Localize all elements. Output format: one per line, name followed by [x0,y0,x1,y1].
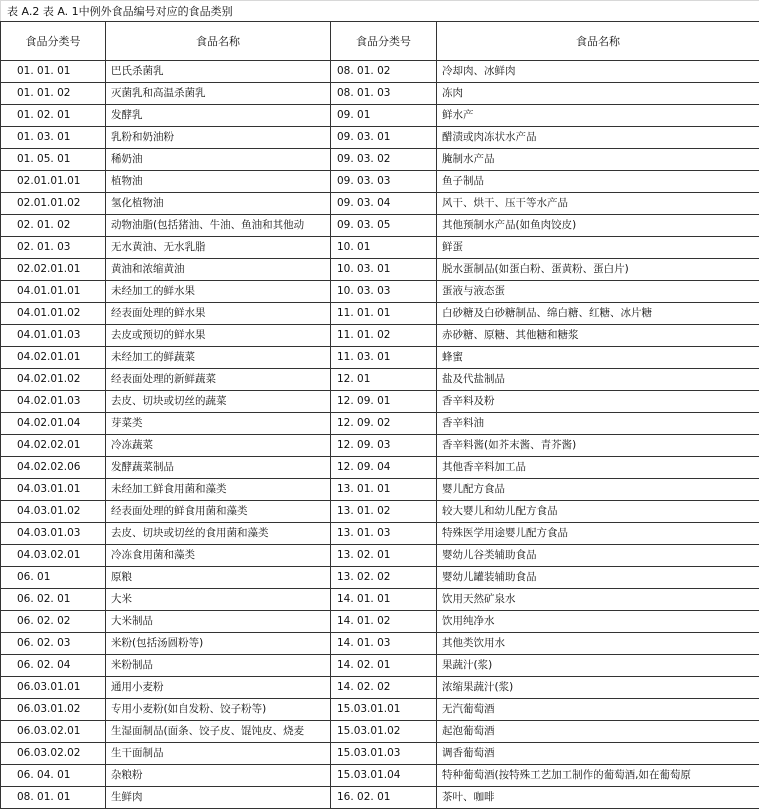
food-code-left: 06. 01 [1,567,106,589]
food-name-left: 植物油 [106,171,331,193]
food-name-left: 米粉制品 [106,655,331,677]
food-code-right: 15.03.01.03 [331,743,437,765]
table-row [1,721,759,743]
food-code-left: 04.03.02.01 [1,545,106,567]
food-code-left: 01. 01. 02 [1,83,106,105]
food-name-right: 婴幼儿谷类辅助食品 [437,545,759,567]
table-row [1,633,759,655]
table-row [1,347,759,369]
table-row [1,127,759,149]
food-code-left: 01. 02. 01 [1,105,106,127]
food-name-left: 原粮 [106,567,331,589]
food-code-right: 11. 03. 01 [331,347,437,369]
table-row [1,589,759,611]
food-code-left: 04.02.01.02 [1,369,106,391]
table-caption: 表 A.2 表 A. 1中例外食品编号对应的食品类别 [0,0,330,21]
table-row [1,677,759,699]
food-code-right: 09. 03. 05 [331,215,437,237]
food-name-left: 未经加工的鲜水果 [106,281,331,303]
food-code-right: 14. 02. 02 [331,677,437,699]
food-code-left: 02.01.01.01 [1,171,106,193]
food-name-left: 大米制品 [106,611,331,633]
food-name-right: 醋渍或肉冻状水产品 [437,127,759,149]
food-name-right: 冻肉 [437,83,759,105]
table-row [1,171,759,193]
header-code-right: 食品分类号 [331,22,437,61]
food-name-right: 蛋液与液态蛋 [437,281,759,303]
food-code-left: 04.01.01.01 [1,281,106,303]
food-name-left: 未经加工鲜食用菌和藻类 [106,479,331,501]
food-code-left: 04.02.01.03 [1,391,106,413]
food-name-left: 芽菜类 [106,413,331,435]
food-code-right: 13. 02. 01 [331,545,437,567]
food-code-left: 04.01.01.03 [1,325,106,347]
table-row [1,61,759,83]
food-name-left: 巴氏杀菌乳 [106,61,331,83]
food-code-left: 02. 01. 02 [1,215,106,237]
food-name-right: 白砂糖及白砂糖制品、绵白糖、红糖、冰片糖 [437,303,759,325]
food-name-right: 冷却肉、冰鲜肉 [437,61,759,83]
food-name-left: 氢化植物油 [106,193,331,215]
food-name-right: 蜂蜜 [437,347,759,369]
food-code-right: 12. 01 [331,369,437,391]
food-code-left: 06.03.01.02 [1,699,106,721]
food-code-left: 04.03.01.03 [1,523,106,545]
food-name-right: 赤砂糖、原糖、其他糖和糖浆 [437,325,759,347]
food-name-left: 灭菌乳和高温杀菌乳 [106,83,331,105]
food-code-right: 09. 01 [331,105,437,127]
table-row [1,699,759,721]
food-code-right: 11. 01. 02 [331,325,437,347]
food-code-right: 12. 09. 03 [331,435,437,457]
food-code-left: 06. 02. 03 [1,633,106,655]
food-name-right: 香辛料酱(如芥末酱、青芥酱) [437,435,759,457]
food-code-left: 04.01.01.02 [1,303,106,325]
food-name-right: 腌制水产品 [437,149,759,171]
food-code-left: 04.03.01.01 [1,479,106,501]
food-name-right: 鲜水产 [437,105,759,127]
table-row [1,743,759,765]
food-category-table [0,21,759,809]
food-code-right: 16. 02. 01 [331,787,437,809]
table-row [1,545,759,567]
food-name-right: 饮用纯净水 [437,611,759,633]
food-code-right: 14. 01. 02 [331,611,437,633]
food-name-right: 起泡葡萄酒 [437,721,759,743]
food-name-left: 杂粮粉 [106,765,331,787]
food-name-right: 无汽葡萄酒 [437,699,759,721]
header-row [1,22,759,61]
food-code-left: 02. 01. 03 [1,237,106,259]
food-name-left: 通用小麦粉 [106,677,331,699]
food-code-right: 09. 03. 04 [331,193,437,215]
food-code-right: 09. 03. 03 [331,171,437,193]
food-name-left: 未经加工的鲜蔬菜 [106,347,331,369]
food-name-left: 黄油和浓缩黄油 [106,259,331,281]
food-code-left: 04.02.02.01 [1,435,106,457]
food-name-left: 去皮、切块或切丝的食用菌和藻类 [106,523,331,545]
food-name-left: 生鲜肉 [106,787,331,809]
table-row [1,83,759,105]
food-name-right: 果蔬汁(浆) [437,655,759,677]
food-name-right: 鲜蛋 [437,237,759,259]
food-name-right: 婴幼儿罐装辅助食品 [437,567,759,589]
food-name-left: 去皮、切块或切丝的蔬菜 [106,391,331,413]
food-code-right: 08. 01. 02 [331,61,437,83]
food-name-left: 经表面处理的鲜食用菌和藻类 [106,501,331,523]
table-row [1,655,759,677]
food-name-left: 大米 [106,589,331,611]
table-row [1,193,759,215]
table-row [1,413,759,435]
food-name-left: 生湿面制品(面条、饺子皮、馄饨皮、烧麦 [106,721,331,743]
food-code-right: 13. 01. 01 [331,479,437,501]
food-code-right: 12. 09. 04 [331,457,437,479]
food-name-left: 乳粉和奶油粉 [106,127,331,149]
table-row [1,149,759,171]
food-code-left: 06. 02. 02 [1,611,106,633]
caption-spacer [330,0,759,21]
food-code-right: 08. 01. 03 [331,83,437,105]
food-code-right: 13. 02. 02 [331,567,437,589]
food-code-right: 13. 01. 02 [331,501,437,523]
food-name-left: 专用小麦粉(如自发粉、饺子粉等) [106,699,331,721]
food-code-right: 14. 01. 03 [331,633,437,655]
table-row [1,303,759,325]
food-name-left: 动物油脂(包括猪油、牛油、鱼油和其他动 [106,215,331,237]
food-name-right: 香辛料油 [437,413,759,435]
food-code-right: 09. 03. 01 [331,127,437,149]
table-row [1,611,759,633]
food-code-left: 04.03.01.02 [1,501,106,523]
food-name-right: 盐及代盐制品 [437,369,759,391]
food-code-right: 14. 02. 01 [331,655,437,677]
food-name-right: 其他香辛料加工品 [437,457,759,479]
food-code-left: 01. 05. 01 [1,149,106,171]
food-name-right: 脱水蛋制品(如蛋白粉、蛋黄粉、蛋白片) [437,259,759,281]
food-code-right: 15.03.01.02 [331,721,437,743]
header-name-left: 食品名称 [106,22,331,61]
food-code-left: 04.02.01.01 [1,347,106,369]
table-row [1,369,759,391]
food-name-right: 其他类饮用水 [437,633,759,655]
food-name-right: 特殊医学用途婴儿配方食品 [437,523,759,545]
food-name-right: 风干、烘干、压干等水产品 [437,193,759,215]
food-code-left: 06.03.01.01 [1,677,106,699]
food-code-left: 01. 03. 01 [1,127,106,149]
food-code-right: 14. 01. 01 [331,589,437,611]
food-name-right: 饮用天然矿泉水 [437,589,759,611]
food-code-right: 10. 03. 01 [331,259,437,281]
table-row [1,479,759,501]
food-code-right: 10. 01 [331,237,437,259]
food-name-right: 婴儿配方食品 [437,479,759,501]
table-row [1,281,759,303]
food-code-left: 01. 01. 01 [1,61,106,83]
food-name-left: 发酵蔬菜制品 [106,457,331,479]
food-name-left: 经表面处理的新鲜蔬菜 [106,369,331,391]
table-row [1,567,759,589]
food-code-left: 06. 04. 01 [1,765,106,787]
table-row [1,787,759,809]
food-name-left: 去皮或预切的鲜水果 [106,325,331,347]
table-row [1,523,759,545]
food-code-right: 12. 09. 01 [331,391,437,413]
food-code-left: 08. 01. 01 [1,787,106,809]
food-code-left: 02.01.01.02 [1,193,106,215]
food-name-right: 较大婴儿和幼儿配方食品 [437,501,759,523]
table-row [1,105,759,127]
food-name-left: 生干面制品 [106,743,331,765]
food-code-left: 04.02.01.04 [1,413,106,435]
food-name-right: 茶叶、咖啡 [437,787,759,809]
food-code-right: 11. 01. 01 [331,303,437,325]
table-row [1,765,759,787]
table-row [1,435,759,457]
food-code-left: 06. 02. 01 [1,589,106,611]
food-name-right: 调香葡萄酒 [437,743,759,765]
table-row [1,259,759,281]
table-row [1,457,759,479]
table-row [1,501,759,523]
food-code-right: 12. 09. 02 [331,413,437,435]
food-name-right: 其他预制水产品(如鱼肉饺皮) [437,215,759,237]
food-name-right: 鱼子制品 [437,171,759,193]
table-row [1,325,759,347]
food-code-right: 15.03.01.01 [331,699,437,721]
food-code-right: 09. 03. 02 [331,149,437,171]
table-body [1,61,759,809]
food-name-right: 特种葡萄酒(按特殊工艺加工制作的葡萄酒,如在葡萄原 [437,765,759,787]
food-name-left: 经表面处理的鲜水果 [106,303,331,325]
food-code-right: 13. 01. 03 [331,523,437,545]
header-code-left: 食品分类号 [1,22,106,61]
food-code-left: 06. 02. 04 [1,655,106,677]
food-name-right: 浓缩果蔬汁(浆) [437,677,759,699]
food-code-right: 15.03.01.04 [331,765,437,787]
food-code-left: 06.03.02.02 [1,743,106,765]
food-code-left: 02.02.01.01 [1,259,106,281]
table-row [1,237,759,259]
food-name-left: 冷冻食用菌和藻类 [106,545,331,567]
food-name-left: 米粉(包括汤圆粉等) [106,633,331,655]
header-name-right: 食品名称 [437,22,759,61]
food-name-left: 发酵乳 [106,105,331,127]
table-row [1,215,759,237]
food-name-left: 无水黄油、无水乳脂 [106,237,331,259]
food-code-left: 06.03.02.01 [1,721,106,743]
food-code-left: 04.02.02.06 [1,457,106,479]
food-name-left: 冷冻蔬菜 [106,435,331,457]
food-name-right: 香辛料及粉 [437,391,759,413]
table-row [1,391,759,413]
food-name-left: 稀奶油 [106,149,331,171]
food-code-right: 10. 03. 03 [331,281,437,303]
